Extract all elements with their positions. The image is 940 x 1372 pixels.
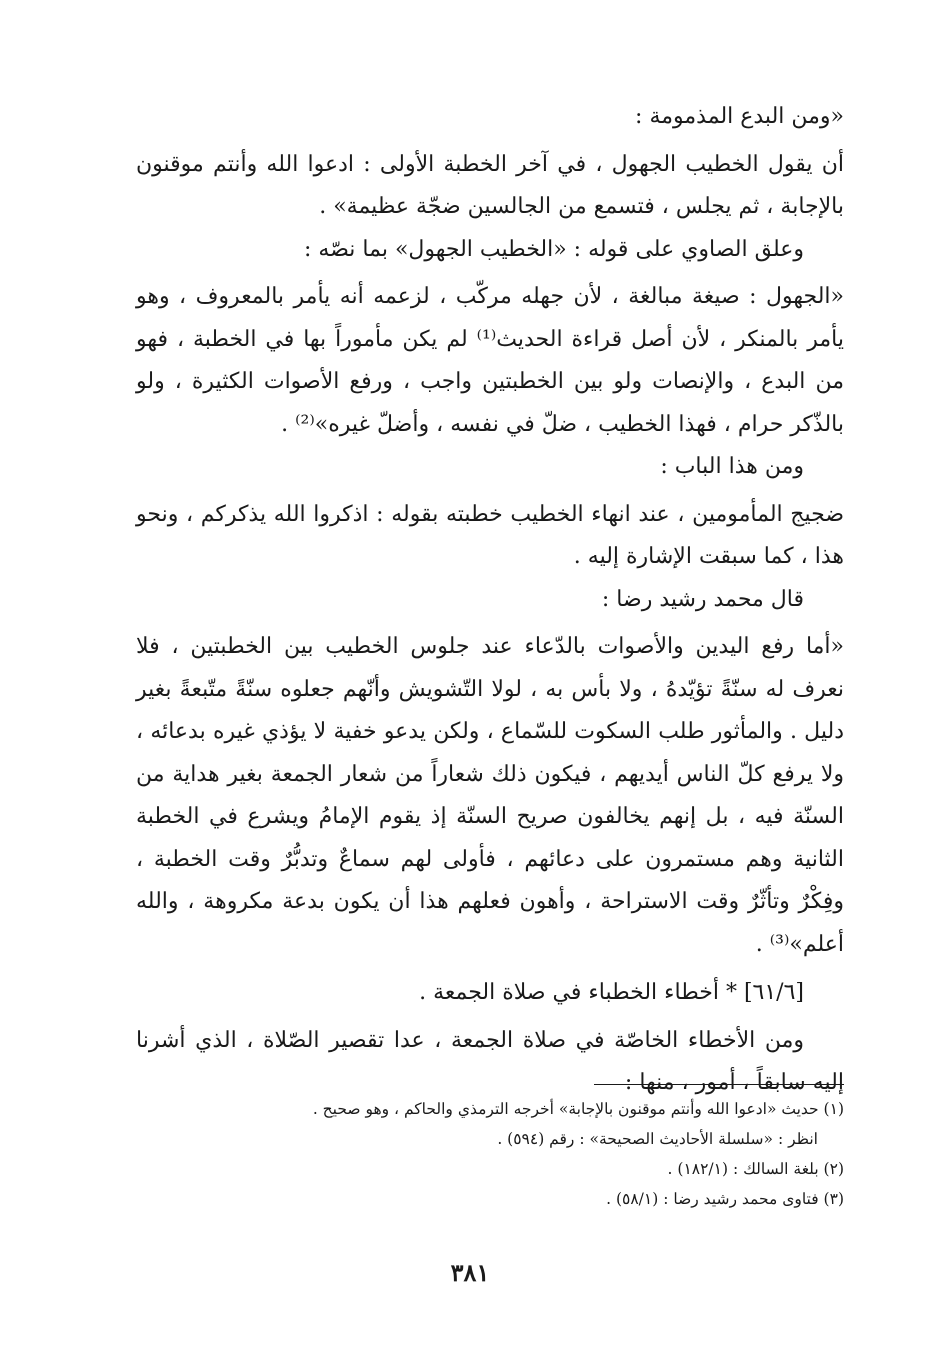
page-number: ٣٨١ — [450, 1258, 490, 1287]
paragraph-3: وعلق الصاوي على قوله : «الخطيب الجهول» بما نصّه : — [304, 236, 804, 262]
paragraph-6: ضجيج المأمومين ، عند انهاء الخطيب خطبته بقوله : اذكروا الله يذكركم ، ونحو هذا ، كما سبقت الإشارة إليه . — [136, 501, 844, 569]
footnote-2: (٢) بلغة السالك : (١٨٢/١) . — [667, 1160, 844, 1178]
footnote-1-continuation: انظر : «سلسلة الأحاديث الصحيحة» : رقم (٥٩٤) . — [497, 1130, 818, 1148]
footnote-1: (١) حديث «ادعوا الله وأنتم موقنون بالإجابة» أخرجه الترمذي والحاكم ، وهو صحيح . — [312, 1100, 844, 1118]
paragraph-5: ومن هذا الباب : — [660, 454, 804, 479]
paragraph-2: أن يقول الخطيب الجهول ، في آخر الخطبة الأولى : ادعوا الله وأنتم موقنون بالإجابة ، ثم يجلس ، فتسمع من الجالسين ضجّة عظيمة» . — [136, 151, 844, 219]
paragraph-9: ومن الأخطاء الخاصّة في صلاة الجمعة ، عدا تقصير الصّلاة ، الذي أشرنا إليه سابقاً ، أمور ، منها : — [136, 1027, 844, 1095]
paragraph-8: «أما رفع اليدين والأصوات بالدّعاء عند جلوس الخطيب بين الخطبتين ، فلا نعرف له سنّةً تؤيّدهُ ، ولا بأس به ، لولا التّشويش وأنّهم جعلوه سنّةً متّبعةً بغير دليل . والمأثور طلب السكوت للسّماع ، ولكن يدعو خفية لا يؤذي غيره بدعائه ، ولا يرفع كلّ الناس أيديهم ، فيكون ذلك شعاراً من شعار الجمعة بغير هداية من السنّة فيه ، بل إنهم يخالفون صريح السنّة إذ يقوم الإمامُ ويشرع في الخطبة الثانية وهم مستمرون على دعائهم ، فأولى لهم سماعٌ وتدبُّرٌ وقت الخطبة ، وفِكْرٌ وتأثّرٌ وقت الاستراحة ، وأهون فعلهم هذا أن يكون بدعة مكروهة ، والله أعلم»⁽³⁾ . — [136, 634, 844, 957]
footnotes — [136, 1094, 844, 1214]
paragraph-4: «الجهول : صيغة مبالغة ، لأن جهله مركّب ، لزعمه أنه يأمر بالمعروف ، وهو يأمر بالمنكر ، لأن أصل قراءة الحديث⁽¹⁾ لم يكن مأموراً بها في الخطبة ، فهو من البدع ، والإنصات ولو بين الخطبتين واجب ، ورفع الأصوات الكثيرة ، ولو بالذّكر حرام ، فهذا الخطيب ، ضلّ في نفسه ، وأضلّ غيره»⁽²⁾ . — [136, 284, 844, 437]
paragraph-7: قال محمد رشيد رضا : — [601, 586, 804, 612]
main-text — [136, 96, 844, 1105]
footnote-3: (٣) فتاوى محمد رشيد رضا : (٥٨/١) . — [606, 1190, 844, 1208]
footnote-divider — [594, 1084, 844, 1085]
paragraph-1: «ومن البدع المذمومة : — [635, 104, 844, 129]
section-title: [٦١/٦] * أخطاء الخطباء في صلاة الجمعة . — [419, 980, 804, 1005]
